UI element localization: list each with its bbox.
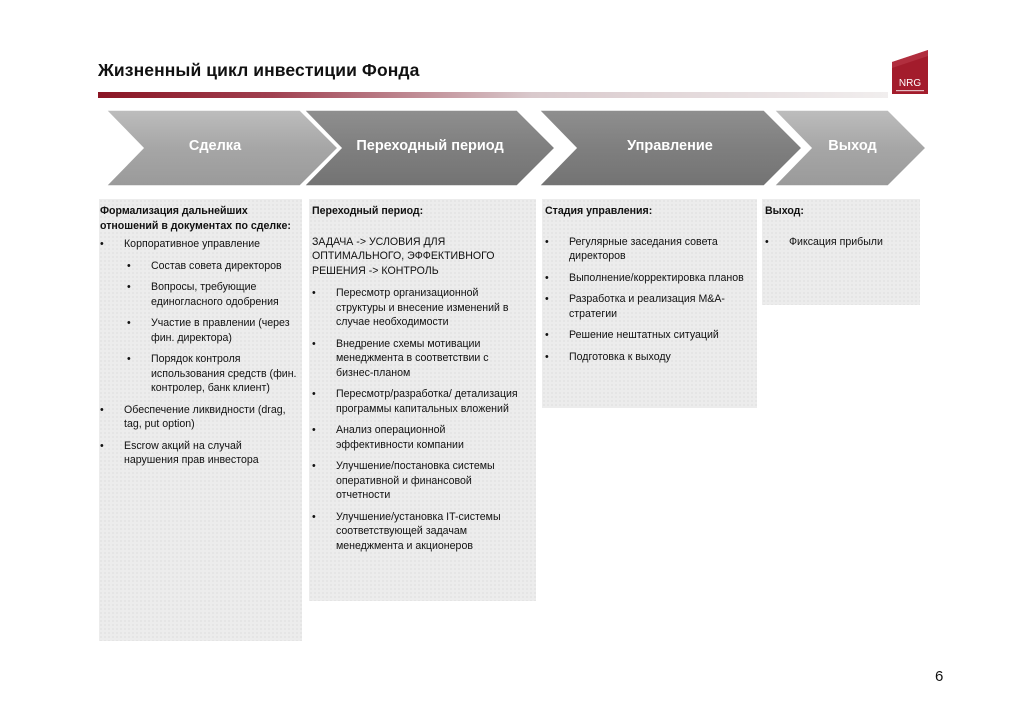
sub-list-item: • Участие в правлении (через фин. директора) — [100, 316, 298, 345]
sub-list-item: • Вопросы, требующие единогласного одобрения — [100, 280, 298, 309]
column-heading: Формализация дальнейших отношений в документах по сделке: — [100, 205, 291, 232]
list-item: • Подготовка к выходу — [545, 350, 751, 365]
column-heading: Переходный период: — [312, 205, 424, 217]
column-exit — [765, 204, 915, 256]
logo-text: NRG — [898, 78, 922, 89]
list-item: • Пересмотр организационной структуры и внесение изменений в случае необходимости — [312, 286, 526, 330]
column-management — [545, 204, 751, 371]
list-item: • Регулярные заседания совета директоров — [545, 235, 751, 264]
slide-title: Жизненный цикл инвестиции Фонда — [98, 60, 420, 80]
page-number: 6 — [935, 668, 944, 685]
column-intro: ЗАДАЧА -> УСЛОВИЯ ДЛЯ ОПТИМАЛЬНОГО, ЭФФЕКТИВНОГО РЕШЕНИЯ -> КОНТРОЛЬ — [312, 235, 495, 277]
list-item: • Escrow акций на случай нарушения прав инвестора — [100, 439, 298, 468]
list-item: • Внедрение схемы мотивации менеджмента в соответствии с бизнес-планом — [312, 337, 526, 381]
list-item: • Решение нештатных ситуаций — [545, 328, 751, 343]
list-item: • Выполнение/корректировка планов — [545, 271, 751, 286]
sub-list-item: • Порядок контроля использования средств (фин. контролер, банк клиент) — [100, 352, 298, 396]
stage-label-exit: Выход — [828, 138, 877, 154]
stage-label-deal: Сделка — [188, 138, 242, 154]
sub-list-item: • Состав совета директоров — [100, 259, 298, 274]
list-item: • Анализ операционной эффективности компании — [312, 423, 526, 452]
list-item: • Пересмотр/разработка/ детализация программы капитальных вложений — [312, 387, 526, 416]
stage-label-management: Управление — [627, 138, 713, 154]
column-deal — [100, 204, 298, 475]
stage-arrows — [0, 0, 1030, 200]
column-heading: Выход: — [765, 205, 804, 217]
list-item: • Фиксация прибыли — [765, 235, 915, 250]
column-heading: Стадия управления: — [545, 205, 653, 217]
list-item: • Обеспечение ликвидности (drag, tag, put option) — [100, 403, 298, 432]
list-item: • Корпоративное управление — [100, 237, 298, 252]
list-item: • Улучшение/установка IT-системы соответствующей задачам менеджмента и акционеров — [312, 510, 526, 554]
column-transition — [312, 204, 526, 560]
list-item: • Разработка и реализация M&A-стратегии — [545, 292, 751, 321]
stage-label-transition: Переходный период — [356, 138, 504, 154]
list-item: • Улучшение/постановка системы оперативной и финансовой отчетности — [312, 459, 526, 503]
